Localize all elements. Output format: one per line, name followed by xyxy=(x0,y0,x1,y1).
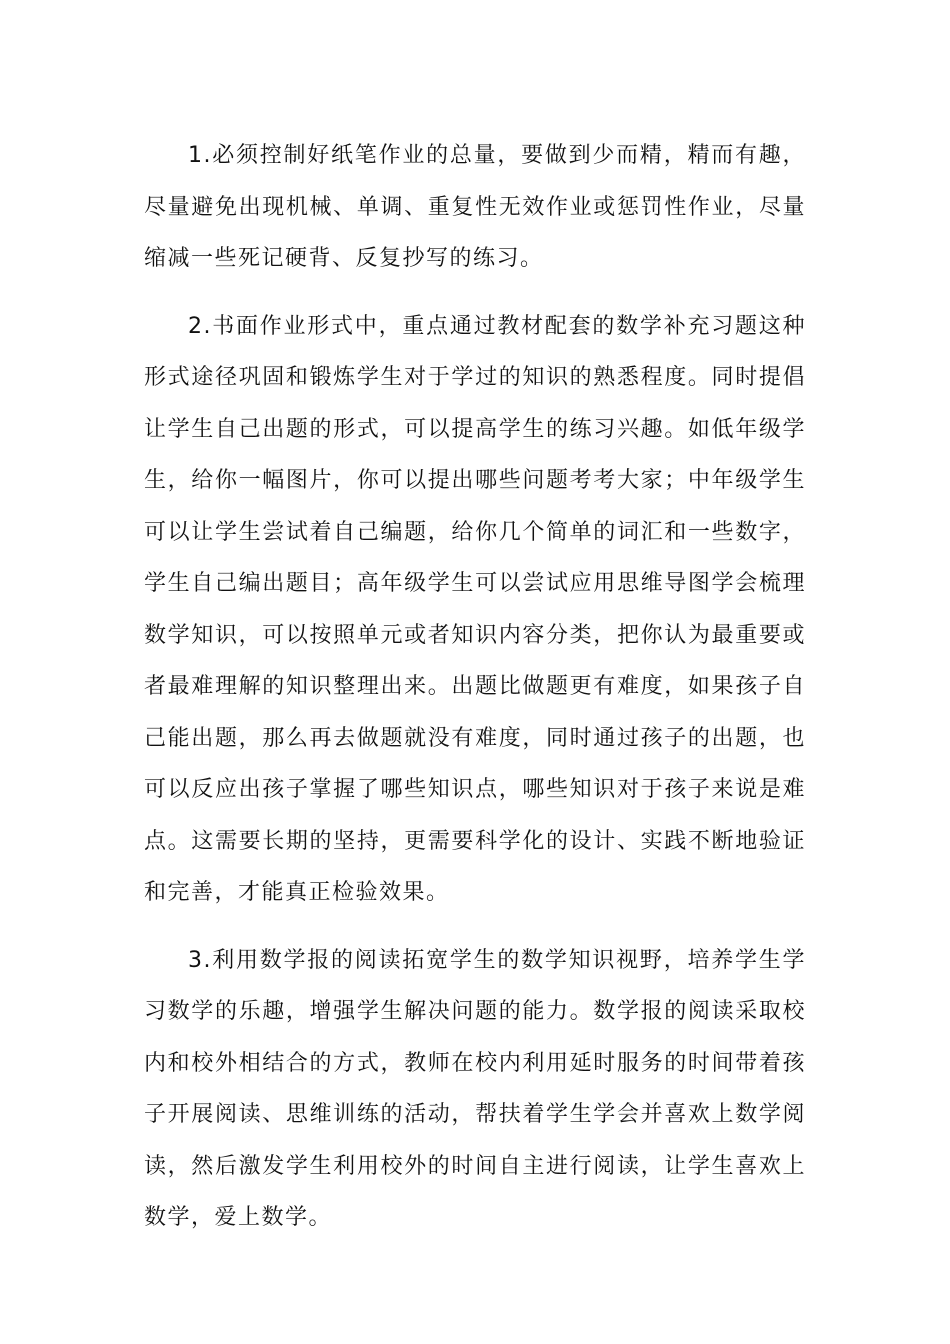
paragraph-3: 3.利用数学报的阅读拓宽学生的数学知识视野，培养学生学习数学的乐趣，增强学生解决问题的能力。数学报的阅读采取校内和校外相结合的方式，教师在校内利用延时服务的时间带着孩子开展阅读、思维训练的活动，帮扶着学生学会并喜欢上数学阅读，然后激发学生利用校外的时间自主进行阅读，让学生喜欢上数学，爱上数学。 xyxy=(144,947,806,1230)
paragraph-1: 1.必须控制好纸笔作业的总量，要做到少而精，精而有趣，尽量避免出现机械、单调、重复性无效作业或惩罚性作业，尽量缩减一些死记硬背、反复抄写的练习。 xyxy=(144,143,806,271)
paragraph-2: 2.书面作业形式中，重点通过教材配套的数学补充习题这种形式途径巩固和锻炼学生对于学过的知识的熟悉程度。同时提倡让学生自己出题的形式，可以提高学生的练习兴趣。如低年级学生，给你一幅图片，你可以提出哪些问题考考大家；中年级学生可以让学生尝试着自己编题，给你几个简单的词汇和一些数字，学生自己编出题目；高年级学生可以尝试应用思维导图学会梳理数学知识，可以按照单元或者知识内容分类，把你认为最重要或者最难理解的知识整理出来。出题比做题更有难度，如果孩子自己能出题，那么再去做题就没有难度，同时通过孩子的出题，也可以反应出孩子掌握了哪些知识点，哪些知识对于孩子来说是难点。这需要长期的坚持，更需要科学化的设计、实践不断地验证和完善，才能真正检验效果。 xyxy=(144,313,806,905)
document-body xyxy=(144,130,806,1260)
